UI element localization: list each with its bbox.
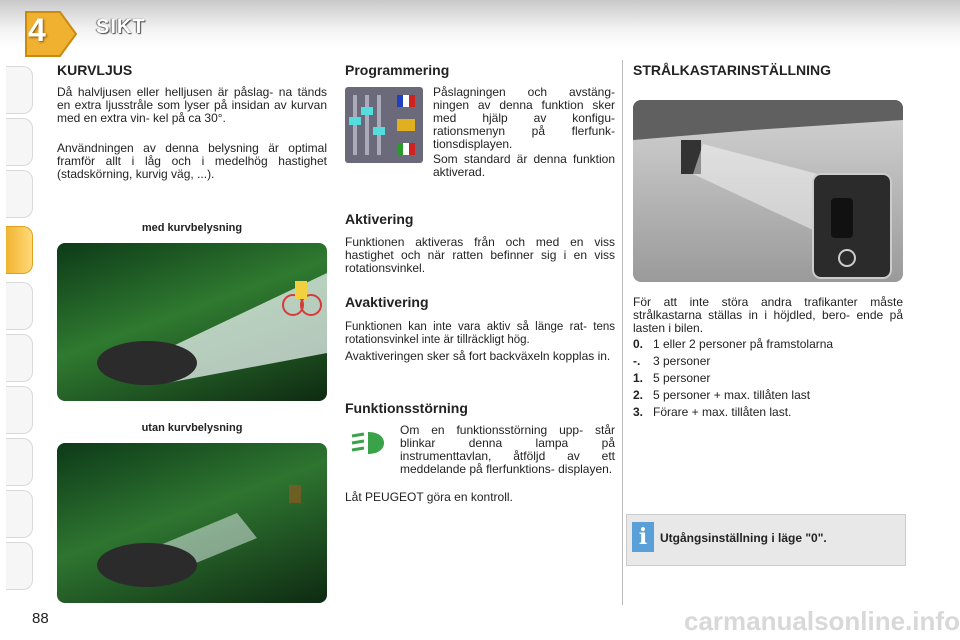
avaktivering-text-1: Funktionen kan inte vara aktiv så länge rat- tens rotationsvinkel inte är tillräckligt hög. <box>345 321 615 346</box>
avaktivering-text-2: Avaktiveringen sker så fort backväxeln kopplas in. <box>345 349 611 363</box>
cornering-warning-lamp-icon <box>348 426 388 460</box>
setting-text: 3 personer <box>653 354 711 368</box>
column-divider <box>622 60 623 605</box>
kurvljus-text-2: Användningen av denna belysning är optimal framför allt i låg och i medelhög hastighet (stadskörning, kurvig väg, ...). <box>57 141 327 181</box>
info-icon: i <box>632 522 654 552</box>
load-setting-item <box>633 337 833 351</box>
page-title: SIKT <box>96 16 146 38</box>
caption-without-cornering: utan kurvbelysning <box>141 422 243 434</box>
chapter-tab-active[interactable] <box>6 226 33 274</box>
programmering-text-2: Som standard är denna funktion aktiverad. <box>433 152 615 179</box>
setting-number: 2. <box>633 388 644 402</box>
setting-number: 0. <box>633 337 644 351</box>
chapter-tab[interactable] <box>6 542 33 590</box>
chapter-tab[interactable] <box>6 282 33 330</box>
chapter-tab[interactable] <box>6 118 33 166</box>
no-cornering-illustration <box>57 443 327 603</box>
chapter-number: 4 <box>28 12 46 48</box>
kurvljus-heading: KURVLJUS <box>57 62 133 78</box>
setting-text: 5 personer <box>653 371 711 385</box>
setting-number: -. <box>633 354 641 368</box>
caption-with-cornering: med kurvbelysning <box>141 222 243 234</box>
chapter-tabs <box>0 60 36 580</box>
load-setting-item <box>633 388 810 402</box>
config-menu-illustration <box>345 87 423 163</box>
stral-heading: STRÅLKASTARINSTÄLLNING <box>633 62 832 78</box>
chapter-tab[interactable] <box>6 490 33 538</box>
kurvljus-text-1: Då halvljusen eller helljusen är påslag- na tänds en extra ljusstråle som lyser på insidan av kurvan med en extra vin- kel på ca 30°. <box>57 85 327 125</box>
setting-text: 5 personer + max. tillåten last <box>653 388 811 402</box>
setting-text: 1 eller 2 personer på framstolarna <box>653 337 834 351</box>
cornering-light-image <box>57 243 327 401</box>
cornering-light-illustration <box>57 243 327 401</box>
chapter-tab[interactable] <box>6 334 33 382</box>
chapter-tab[interactable] <box>6 66 33 114</box>
load-setting-item <box>633 354 710 368</box>
page-number: 88 <box>32 610 49 627</box>
watermark: carmanualsonline.info <box>684 606 960 636</box>
avaktivering-heading: Avaktivering <box>345 294 429 310</box>
setting-number: 1. <box>633 371 644 385</box>
config-menu-image <box>345 87 423 163</box>
stral-intro: För att inte störa andra trafikanter måste strålkastarna ställas in i höjdled, bero- ende på lasten i bilen. <box>633 295 903 335</box>
info-text: Utgångsinställning i läge "0". <box>660 531 827 545</box>
funktionsstorning-text-1: Om en funktionsstörning upp- står blinkar denna lampa på instrumenttavlan, åtföljd av ett meddelande på flerfunktions- displayen. <box>400 423 615 476</box>
no-cornering-light-image <box>57 443 327 603</box>
aktivering-text: Funktionen aktiveras från och med en viss hastighet och när ratten befinner sig i en viss rotationsvinkel. <box>345 235 615 275</box>
programmering-heading: Programmering <box>345 62 450 78</box>
headlamp-adjuster-image <box>633 100 903 282</box>
chapter-tab[interactable] <box>6 438 33 486</box>
funktionsstorning-text-2: Låt PEUGEOT göra en kontroll. <box>345 490 513 504</box>
funktionsstorning-heading: Funktionsstörning <box>345 400 468 416</box>
chapter-tab[interactable] <box>6 170 33 218</box>
load-setting-item <box>633 405 791 419</box>
headlamp-adjuster-illustration <box>633 100 903 282</box>
setting-text: Förare + max. tillåten last. <box>653 405 792 419</box>
aktivering-heading: Aktivering <box>345 211 414 227</box>
chapter-tab[interactable] <box>6 386 33 434</box>
load-setting-item <box>633 371 710 385</box>
setting-number: 3. <box>633 405 644 419</box>
programmering-text-1: Påslagningen och avstäng- ningen av denna funktion sker med hjälp av konfigu- rationsmenyn på flerfunk- tionsdisplayen. <box>433 85 615 151</box>
